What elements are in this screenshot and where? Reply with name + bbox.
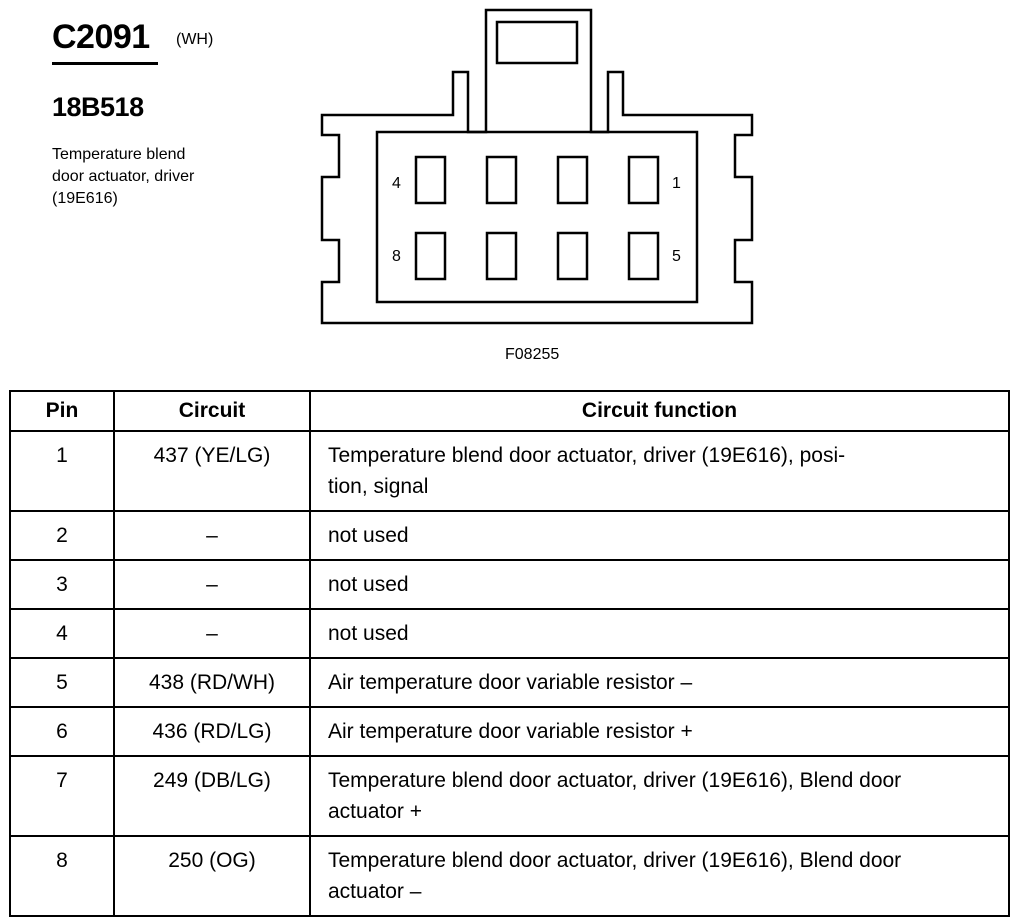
terminal-pin-3 (487, 157, 516, 203)
latch-window (497, 22, 577, 63)
table-row (10, 756, 1009, 836)
description-line: door actuator, driver (52, 168, 195, 185)
pin-cell: 6 (10, 707, 114, 756)
function-cell (310, 707, 1009, 756)
function-line: Air temperature door variable resistor – (328, 671, 693, 694)
function-line: Temperature blend door actuator, driver (19E616), Blend door (328, 849, 902, 872)
terminal-pin-2 (558, 157, 587, 203)
connector-id: C2091 (52, 18, 150, 56)
table-header-row (10, 391, 1009, 431)
terminal-pin-4 (416, 157, 445, 203)
connector-color-code: (WH) (176, 31, 214, 48)
connector-face-diagram (0, 0, 1019, 380)
pin-cell: 2 (10, 511, 114, 560)
terminal-pin-7 (487, 233, 516, 279)
figure-code: F08255 (505, 346, 560, 363)
function-line: Temperature blend door actuator, driver (19E616), Blend door (328, 769, 902, 792)
description-line: (19E616) (52, 190, 118, 207)
pin-label-5: 5 (672, 248, 681, 265)
circuit-cell: 250 (OG) (114, 836, 310, 916)
pin-cell: 1 (10, 431, 114, 511)
pin-label-1: 1 (672, 175, 681, 192)
pin-cell: 3 (10, 560, 114, 609)
part-number: 18B518 (52, 92, 144, 122)
column-header-pin: Pin (10, 391, 114, 431)
table-row (10, 707, 1009, 756)
column-header-circuit-function: Circuit function (310, 391, 1009, 431)
circuit-cell: 438 (RD/WH) (114, 658, 310, 707)
table-row (10, 836, 1009, 916)
function-line: tion, signal (328, 475, 429, 498)
function-cell (310, 609, 1009, 658)
function-line: not used (328, 573, 409, 596)
table-row (10, 609, 1009, 658)
circuit-cell: 249 (DB/LG) (114, 756, 310, 836)
table-row (10, 431, 1009, 511)
function-line: not used (328, 524, 409, 547)
table-row (10, 658, 1009, 707)
function-cell (310, 560, 1009, 609)
terminal-pin-5 (629, 233, 658, 279)
circuit-cell: 436 (RD/LG) (114, 707, 310, 756)
pin-function-table (9, 390, 1010, 917)
connector-housing-outline (322, 10, 752, 323)
circuit-cell: – (114, 609, 310, 658)
circuit-cell: – (114, 560, 310, 609)
terminal-pin-1 (629, 157, 658, 203)
pin-label-4: 4 (392, 175, 401, 192)
terminal-pin-8 (416, 233, 445, 279)
function-line: Temperature blend door actuator, driver (19E616), posi- (328, 444, 846, 467)
table-row (10, 560, 1009, 609)
table-row (10, 511, 1009, 560)
circuit-cell: – (114, 511, 310, 560)
function-line: actuator + (328, 800, 422, 823)
pin-cell: 7 (10, 756, 114, 836)
pin-cell: 5 (10, 658, 114, 707)
circuit-cell: 437 (YE/LG) (114, 431, 310, 511)
description-line: Temperature blend (52, 146, 186, 163)
function-cell (310, 658, 1009, 707)
function-cell (310, 431, 1009, 511)
pin-label-8: 8 (392, 248, 401, 265)
pin-cell: 4 (10, 609, 114, 658)
function-cell (310, 756, 1009, 836)
function-cell (310, 511, 1009, 560)
pin-cell: 8 (10, 836, 114, 916)
column-header-circuit: Circuit (114, 391, 310, 431)
function-line: actuator – (328, 880, 422, 903)
function-cell (310, 836, 1009, 916)
function-line: Air temperature door variable resistor + (328, 720, 693, 743)
terminal-pin-6 (558, 233, 587, 279)
function-line: not used (328, 622, 409, 645)
